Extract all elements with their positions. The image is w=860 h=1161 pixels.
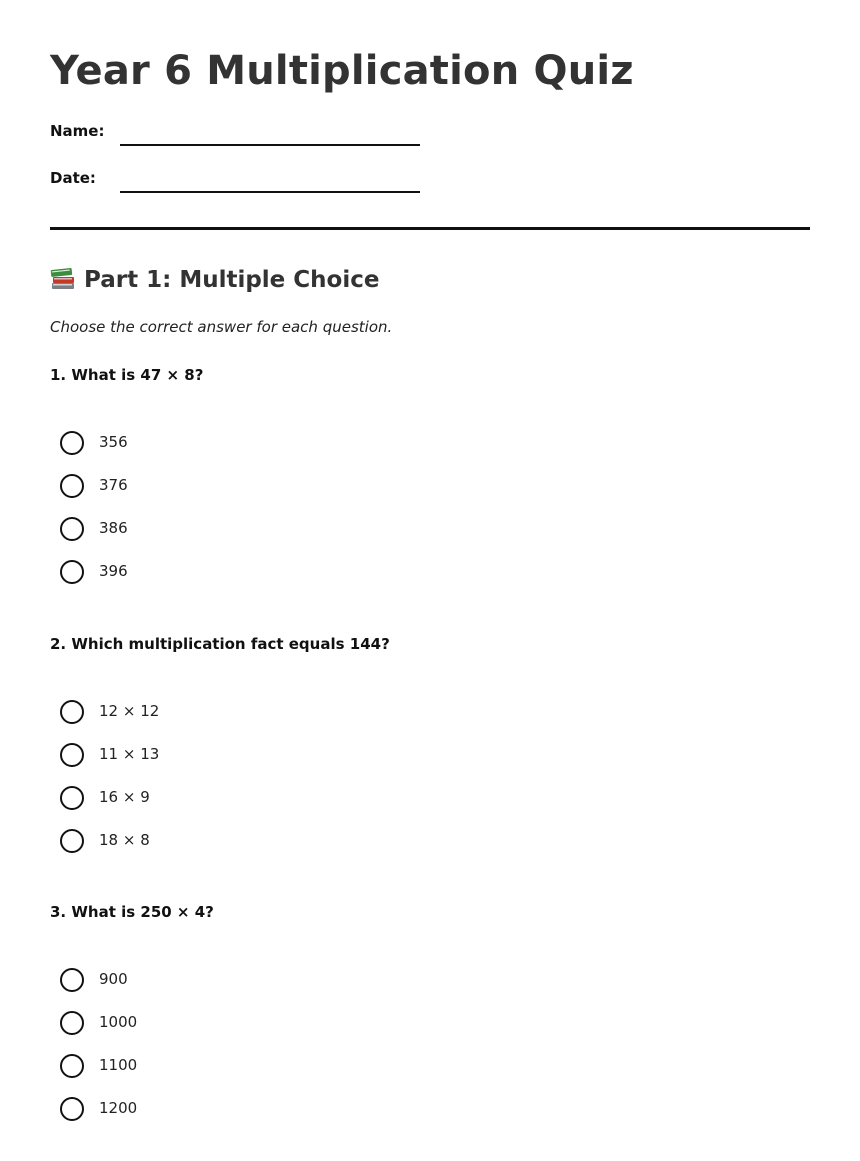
radio-circle-icon[interactable]	[60, 786, 84, 810]
option-12x12[interactable]	[60, 700, 360, 728]
option-label: 11 × 13	[99, 745, 160, 763]
option-label: 12 × 12	[99, 702, 160, 720]
radio-circle-icon[interactable]	[60, 700, 84, 724]
radio-circle-icon[interactable]	[60, 1054, 84, 1078]
option-label: 396	[99, 562, 128, 580]
option-356[interactable]	[60, 431, 360, 459]
option-386[interactable]	[60, 517, 360, 545]
date-input-line[interactable]	[120, 191, 420, 193]
section-heading-part1	[50, 266, 379, 293]
header-divider	[50, 227, 810, 230]
option-18x8[interactable]	[60, 829, 360, 857]
option-900[interactable]	[60, 968, 360, 996]
name-field[interactable]	[50, 122, 430, 152]
radio-circle-icon[interactable]	[60, 829, 84, 853]
radio-circle-icon[interactable]	[60, 1011, 84, 1035]
books-icon	[50, 266, 76, 290]
date-label: Date:	[50, 169, 96, 187]
option-11x13[interactable]	[60, 743, 360, 771]
option-1100[interactable]	[60, 1054, 360, 1082]
date-field[interactable]	[50, 169, 430, 199]
name-label: Name:	[50, 122, 105, 140]
option-396[interactable]	[60, 560, 360, 588]
section-heading-text: Part 1: Multiple Choice	[84, 267, 380, 293]
option-label: 16 × 9	[99, 788, 150, 806]
option-376[interactable]	[60, 474, 360, 502]
option-1000[interactable]	[60, 1011, 360, 1039]
option-label: 18 × 8	[99, 831, 150, 849]
radio-circle-icon[interactable]	[60, 743, 84, 767]
radio-circle-icon[interactable]	[60, 431, 84, 455]
radio-circle-icon[interactable]	[60, 474, 84, 498]
instruction-text: Choose the correct answer for each question.	[50, 318, 393, 336]
option-label: 376	[99, 476, 128, 494]
radio-circle-icon[interactable]	[60, 968, 84, 992]
radio-circle-icon[interactable]	[60, 560, 84, 584]
option-label: 900	[99, 970, 128, 988]
option-16x9[interactable]	[60, 786, 360, 814]
radio-circle-icon[interactable]	[60, 517, 84, 541]
option-label: 1200	[99, 1099, 138, 1117]
option-1200[interactable]	[60, 1097, 360, 1125]
question-text: 1. What is 47 × 8?	[50, 366, 204, 384]
option-label: 1000	[99, 1013, 138, 1031]
option-label: 356	[99, 433, 128, 451]
option-label: 1100	[99, 1056, 138, 1074]
option-label: 386	[99, 519, 128, 537]
question-text: 2. Which multiplication fact equals 144?	[50, 635, 390, 653]
radio-circle-icon[interactable]	[60, 1097, 84, 1121]
question-text: 3. What is 250 × 4?	[50, 903, 214, 921]
page-title: Year 6 Multiplication Quiz	[50, 48, 634, 94]
name-input-line[interactable]	[120, 144, 420, 146]
